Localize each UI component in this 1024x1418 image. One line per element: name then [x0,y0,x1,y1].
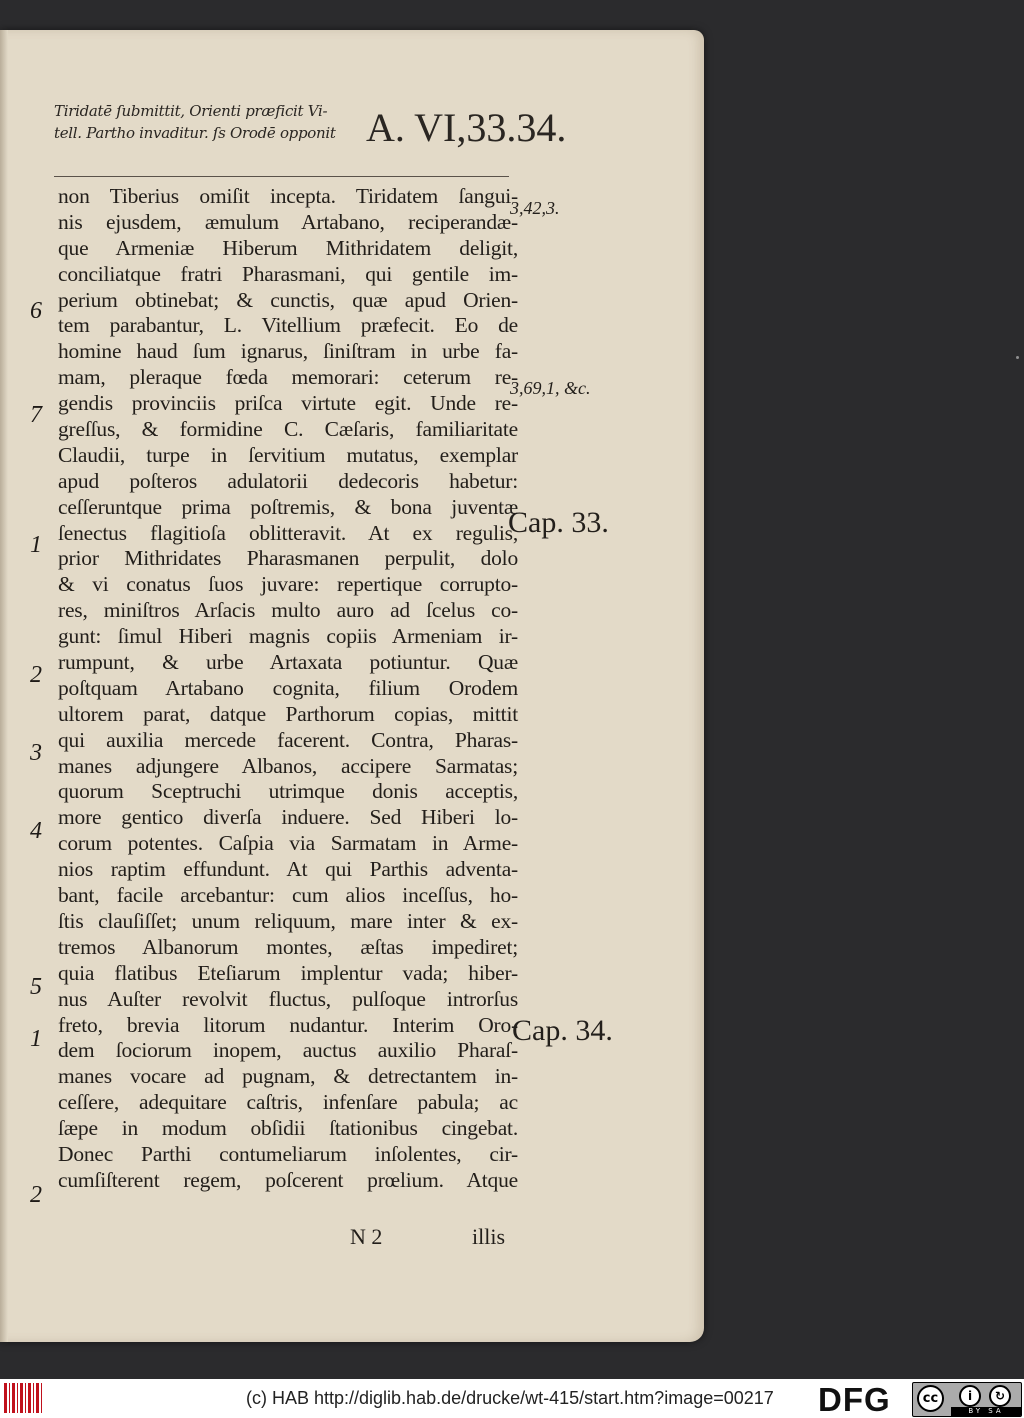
running-head-line-1: Tiridatē ſubmittit, Orienti præficit Vi- [54,102,328,120]
text-line: gunt: ſimul Hiberi magnis copiis Armeniam ir- [58,624,518,649]
cc-icon: cc [917,1385,944,1412]
page-gutter [0,30,8,1342]
text-line: manes vocare ad pugnam, & detrectantem in- [58,1064,518,1089]
chapter-heading-33: Cap. 33. [508,506,609,539]
attribution-icon: i [959,1385,981,1407]
text-line: bant, facile arcebantur: cum alios inceſſus, ho- [58,883,518,908]
text-line: perium obtinebat; & cunctis, quæ apud Orien- [58,287,518,312]
text-line: qui auxilia mercede facerent. Contra, Pharas- [58,727,518,752]
text-line: homine haud ſum ignarus, ſiniſtram in urbe fa- [58,339,518,364]
book-page [0,30,704,1342]
line-number-2: 2 [30,662,42,688]
text-line: prior Mithridates Pharasmanen perpulit, dolo [58,546,518,571]
speck [1016,356,1019,359]
line-number-1: 1 [30,532,42,558]
dfg-logo: DFG [818,1381,891,1418]
text-line: Donec Parthi contumeliarum inſolentes, cir- [58,1141,518,1166]
text-line: nios raptim effundunt. At qui Parthis adventa- [58,857,518,882]
text-line: greſſus, & formidine C. Cæſaris, familiaritate [58,417,518,442]
text-line: nis ejusdem, æmulum Artabano, reciperandæ- [58,209,518,234]
text-line: quia flatibus Eteſiarum implentur vada; hiber- [58,960,518,985]
running-head-line-2: tell. Partho invaditur. ſs Orodē opponit [54,124,336,142]
header-rule [54,176,509,177]
text-line: ſæpe in modum obſidii ſtationibus cingebat. [58,1116,518,1141]
running-head [54,102,574,152]
margin-reference-1: 3,42,3. [510,198,560,218]
text-line: freto, brevia litorum nudantur. Interim Oro- [58,1012,518,1037]
text-line: ſtis clauſiſſet; unum reliquum, mare inter & ex- [58,908,518,933]
text-line: que Armeniæ Hiberum Mithridatem deligit, [58,235,518,260]
text-line: corum potentes. Caſpia via Sarmatam in Arme- [58,831,518,856]
line-number-1-second: 1 [30,1026,42,1052]
text-line: nus Auſter revolvit fluctus, pulſoque introrſus [58,986,518,1011]
text-line: poſtquam Artabano cognita, filium Orodem [58,675,518,700]
text-line: ceſſere, adequitare caſtris, infenſare pabula; ac [58,1090,518,1115]
line-number-6: 6 [30,298,42,324]
line-number-2-second: 2 [30,1182,42,1208]
hab-logo-icon [4,1383,44,1413]
text-line: conciliatque fratri Pharasmani, qui gentile im- [58,261,518,286]
text-line: rumpunt, & urbe Artaxata potiuntur. Quæ [58,650,518,675]
running-head-book-reference: A. VI,33.34. [366,105,567,150]
share-alike-icon: ↻ [989,1385,1011,1407]
line-number-4: 4 [30,818,42,844]
text-line: ultorem parat, datque Parthorum copias, mittit [58,701,518,726]
text-line: & vi conatus ſuos juvare: repertique corrupto- [58,572,518,597]
text-line: manes adjungere Albanos, accipere Sarmatas; [58,753,518,778]
text-line: apud poſteros adulatorii dedecoris habetur: [58,468,518,493]
line-number-7: 7 [30,402,42,428]
chapter-heading-34: Cap. 34. [512,1014,613,1047]
line-number-3: 3 [30,740,42,766]
text-line: gendis provinciis priſca virtute egit. Unde re- [58,391,518,416]
catchword: illis [472,1224,506,1249]
text-line: tremos Albanorum montes, æſtas impediret; [58,934,518,959]
text-line: more gentico diverſa induere. Sed Hiberi lo- [58,805,518,830]
text-line: ſenectus flagitioſa oblitteravit. At ex regulis, [58,520,518,545]
text-line: tem parabantur, L. Vitellium præfecit. Eo de [58,313,518,338]
text-line: ceſſeruntque prima poſtremis, & bona juventæ [58,494,518,519]
text-line: Claudii, turpe in ſervitium mutatus, exemplar [58,442,518,467]
license-label: BY SA [951,1407,1021,1416]
body-text [58,184,518,1194]
text-line: mam, pleraque fœda memorari: ceterum re- [58,365,518,390]
line-number-5: 5 [30,974,42,1000]
text-line: res, miniſtros Arſacis multo auro ad ſcelus co- [58,598,518,623]
signature-mark: N 2 [350,1224,383,1249]
text-line: dem ſociorum inopem, auctus auxilio Pharaſ- [58,1038,518,1063]
text-line: quorum Sceptruchi utrimque donis acceptis, [58,779,518,804]
text-line: non Tiberius omiſit incepta. Tiridatem ſangui- [58,184,518,208]
margin-reference-2: 3,69,1, &c. [510,378,591,398]
copyright-link[interactable]: (c) HAB http://diglib.hab.de/drucke/wt-415/start.htm?image=00217 [246,1388,774,1408]
attribution-bar [0,1379,1024,1418]
text-line: cumſiſterent regem, poſcerent prœlium. Atque [58,1167,518,1192]
cc-license-badge[interactable] [912,1382,1022,1417]
